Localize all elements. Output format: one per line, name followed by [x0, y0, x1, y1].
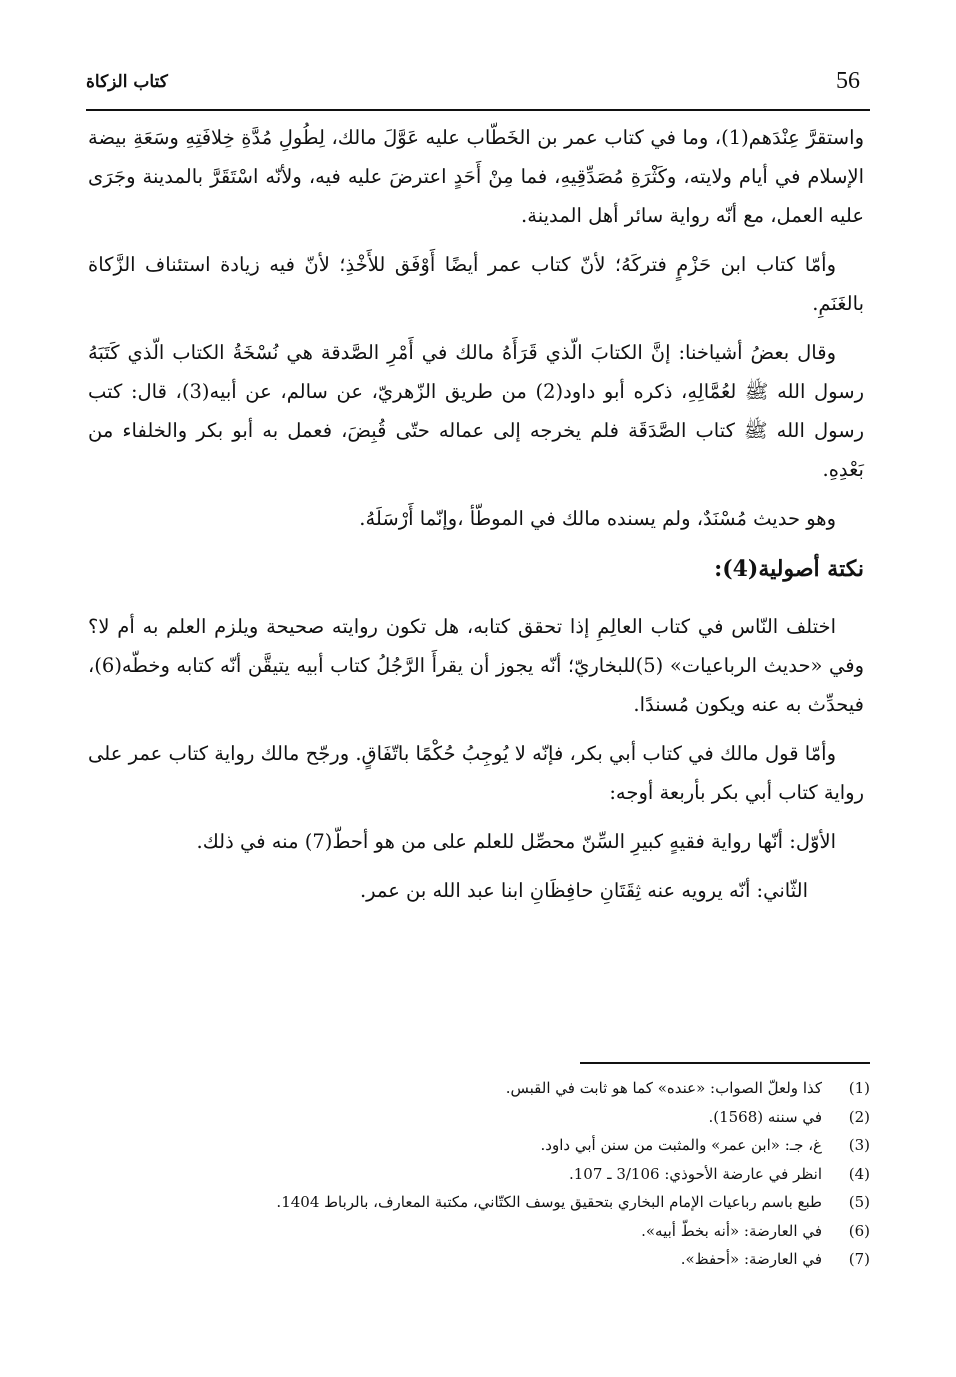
- footnote-text: غ، جـ: «ابن عمر» والمثبت من سنن أبي داود.: [540, 1136, 822, 1154]
- footnote-text: كذا ولعلّ الصواب: «عنده» كما هو ثابت في القبس.: [505, 1079, 822, 1097]
- footnote-divider: [580, 1062, 870, 1064]
- footnote-number: (5): [848, 1193, 870, 1211]
- footnote: [86, 1188, 870, 1217]
- footnote-number: (4): [848, 1164, 870, 1183]
- paragraph: وقال بعضُ أشياخنا: إنَّ الكتابَ الّذي قَرَأَهُ مالك في أَمْرِ الصَّدقة هي نُسْخَةُ الكتاب الّذي كَتَبَهُ رسول الله ﷺ لعُمَّالِهِ، ذكره أبو داود(2) من طريق الزّهريّ، عن سالم، عن أبيه(3)، قال: كتب رسول الله ﷺ كتاب الصَّدَقَة فلم يخرجه إلى عماله حتّى قُبِضَ، فعمل به أبو بكر والخلفاء من بَعْدِهِ.: [88, 341, 864, 481]
- footnote: [86, 1245, 870, 1274]
- paragraph: وأمّا قول مالك في كتاب أبي بكر، فإنّه لا يُوجِبُ حُكْمًا باتّفَاقٍ. ورجّح مالك رواية كتاب عمر على رواية كتاب أبي بكر بأربعة أوجه:: [88, 742, 864, 804]
- footnote-text: انظر في عارضة الأحوذي: 3/106 ـ 107.: [568, 1164, 822, 1183]
- footnotes: [86, 1074, 870, 1274]
- footnote-number: (1): [848, 1079, 870, 1097]
- footnote-number: (6): [848, 1221, 870, 1240]
- paragraph: وهو حديث مُسْنَدٌ، ولم يسنده مالك في الموطّأ ،وإنّما أَرْسَلَهُ.: [359, 507, 836, 530]
- page-header: [86, 62, 870, 102]
- footnote-text: في العارضة: «أحفظ».: [680, 1250, 822, 1268]
- footnote-number: (3): [848, 1136, 870, 1154]
- header-divider: [86, 109, 870, 111]
- paragraph: واستقرَّ عِنْدَهم(1)، وما في كتاب عمر بن الخَطّاب عليه عَوَّلَ مالك، لِطُولِ مُدَّةِ خِلافَتِهِ وسَعَةِ بيضة الإسلام في أيام ولايته، وكَثْرَةِ مُصَدِّقِيهِ، فما مِنْ أَحَدٍ اعترضَ عليه فيه، ولأنّه اسْتَقَرَّ بالمدينة وجَرَى عليه العمل، مع أنّه رواية سائر أهل المدينة.: [88, 126, 864, 227]
- paragraph: وأمّا كتاب ابن حَزْمٍ فتركَهُ؛ لأنّ كتاب عمر أيضًا أَوْفَق للأَخْذِ؛ لأنّ فيه زيادة استئناف الزَّكاة بالغَنَمِ.: [88, 253, 864, 315]
- footnote: [86, 1074, 870, 1103]
- main-text: [88, 118, 864, 920]
- footnote-number: (2): [848, 1107, 870, 1126]
- footnote: [86, 1217, 870, 1246]
- footnote-number: (7): [848, 1250, 870, 1268]
- page-number: 56: [836, 68, 860, 94]
- section-heading: نكتة أصولية(4):: [714, 556, 864, 582]
- footnote-text: طبع باسم رباعيات الإمام البخاري بتحقيق يوسف الكتّاني، مكتبة المعارف، بالرباط 1404.: [276, 1193, 822, 1211]
- footnote-text: في سننه (1568).: [708, 1107, 822, 1126]
- footnote-text: في العارضة: «أنه بخطّ أبيه».: [641, 1221, 822, 1240]
- footnote: [86, 1103, 870, 1132]
- paragraph: الثّاني: أنّه يرويه عنه ثِقَتَانِ حافِظَانِ ابنا عبد الله بن عمر.: [359, 879, 808, 902]
- running-head: كتاب الزكاة: [86, 72, 168, 92]
- paragraph: اختلف النّاس في كتاب العالِمِ إذا تحقق كتابه، هل تكون روايته صحيحة ويلزم العلم به أم لا؟ وفي «حديث الرباعيات» (5)للبخاريّ؛ أنّه يجوز أن يقرأَ الرَّجُلُ كتاب أبيه يتيقَّن أنّه كتابه وخطّه(6)، فيحدِّث به عنه ويكون مُسندًا.: [88, 615, 864, 716]
- footnote: [86, 1131, 870, 1160]
- footnote: [86, 1160, 870, 1189]
- paragraph: الأوّل: أنّها رواية فقيهٍ كبيرِ السِّنّ محصِّل للعلم على من هو أحطّ(7) منه في ذلك.: [196, 830, 836, 853]
